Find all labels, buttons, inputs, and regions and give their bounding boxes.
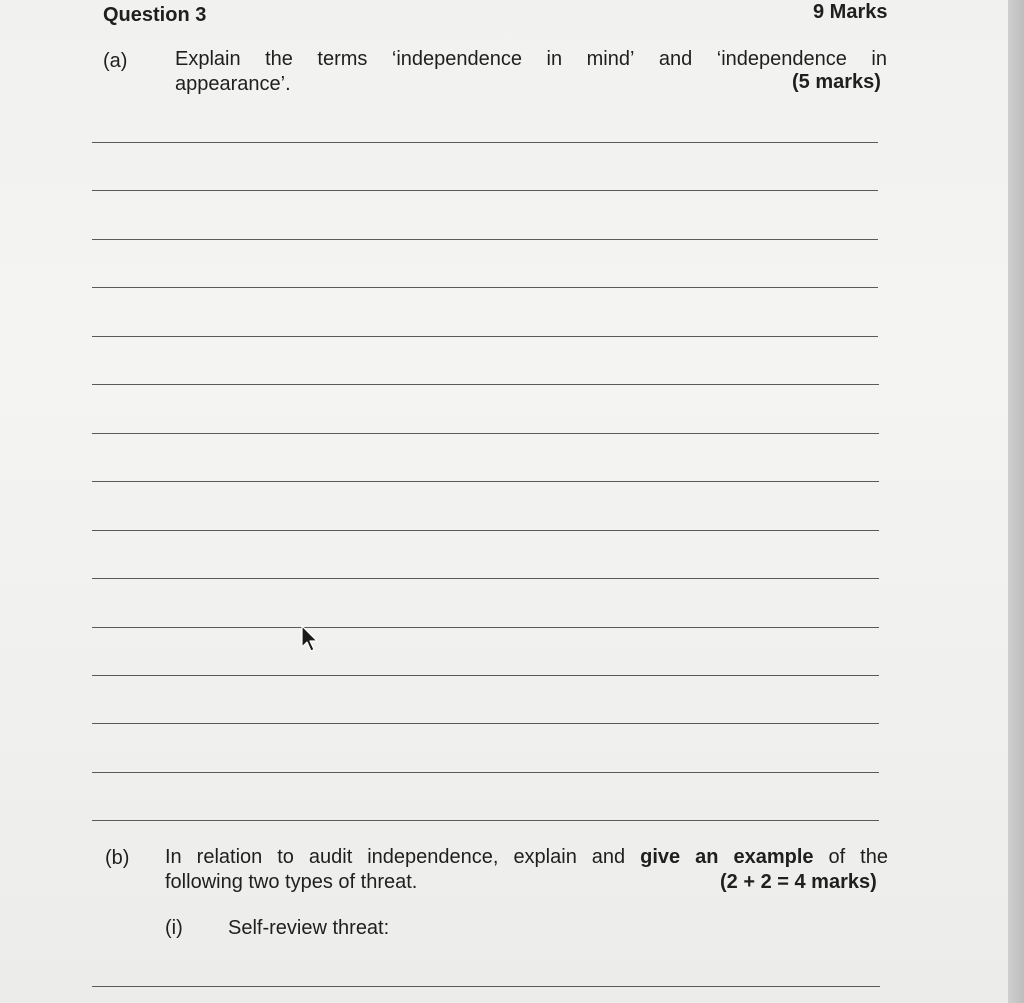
part-a-marks: (5 marks) xyxy=(792,71,881,93)
part-b-word: In xyxy=(165,846,182,868)
part-b-word: the xyxy=(860,846,888,868)
answer-line[interactable] xyxy=(92,239,878,240)
question-total-marks: 9 Marks xyxy=(813,1,888,23)
mouse-pointer-arrow-icon xyxy=(300,625,318,653)
part-a-word: in xyxy=(871,48,887,70)
answer-line[interactable] xyxy=(92,481,879,482)
desk-edge xyxy=(1008,0,1024,1003)
answer-line[interactable] xyxy=(92,142,878,143)
part-a-word: the xyxy=(265,48,293,70)
part-b-label: (b) xyxy=(105,847,130,869)
part-b-word: to xyxy=(277,846,294,868)
answer-line[interactable] xyxy=(92,675,879,676)
answer-line[interactable] xyxy=(92,820,879,821)
part-b-i-label: (i) xyxy=(165,917,183,939)
answer-line[interactable] xyxy=(92,627,879,628)
part-b-word: and xyxy=(591,846,626,868)
answer-line[interactable] xyxy=(92,986,880,987)
part-b-word: audit xyxy=(308,846,353,868)
part-a-word: ‘independence xyxy=(716,48,847,70)
answer-line[interactable] xyxy=(92,772,879,773)
part-b-question-line-2: following two types of threat. xyxy=(165,871,418,893)
part-a-word: in xyxy=(546,48,563,70)
answer-line[interactable] xyxy=(92,190,878,191)
part-b-i-prompt: Self-review threat: xyxy=(228,917,390,939)
part-a-label: (a) xyxy=(103,50,128,72)
part-a-word: Explain xyxy=(175,48,241,70)
answer-line[interactable] xyxy=(92,530,879,531)
part-b-question-line-1 xyxy=(165,846,888,869)
answer-line[interactable] xyxy=(92,287,878,288)
answer-line[interactable] xyxy=(92,723,879,724)
part-b-word: relation xyxy=(196,846,263,868)
part-a-word: mind’ xyxy=(586,48,635,70)
part-b-word: an xyxy=(695,846,719,868)
part-b-word: example xyxy=(733,846,814,868)
part-a-question-line-1 xyxy=(175,48,887,71)
part-b-marks: (2 + 2 = 4 marks) xyxy=(720,871,877,893)
answer-line[interactable] xyxy=(92,336,878,337)
part-b-word: give xyxy=(640,846,681,868)
question-title: Question 3 xyxy=(103,4,207,26)
part-a-word: ‘independence xyxy=(391,48,523,70)
answer-line[interactable] xyxy=(92,578,879,579)
part-a-word: terms xyxy=(317,48,368,70)
part-b-word: independence, xyxy=(367,846,499,868)
part-b-word: explain xyxy=(513,846,577,868)
part-b-word: of xyxy=(828,846,846,868)
answer-line[interactable] xyxy=(92,384,879,385)
answer-line[interactable] xyxy=(92,433,879,434)
part-a-word: and xyxy=(658,48,693,70)
part-a-question-line-2: appearance’. xyxy=(175,73,291,95)
